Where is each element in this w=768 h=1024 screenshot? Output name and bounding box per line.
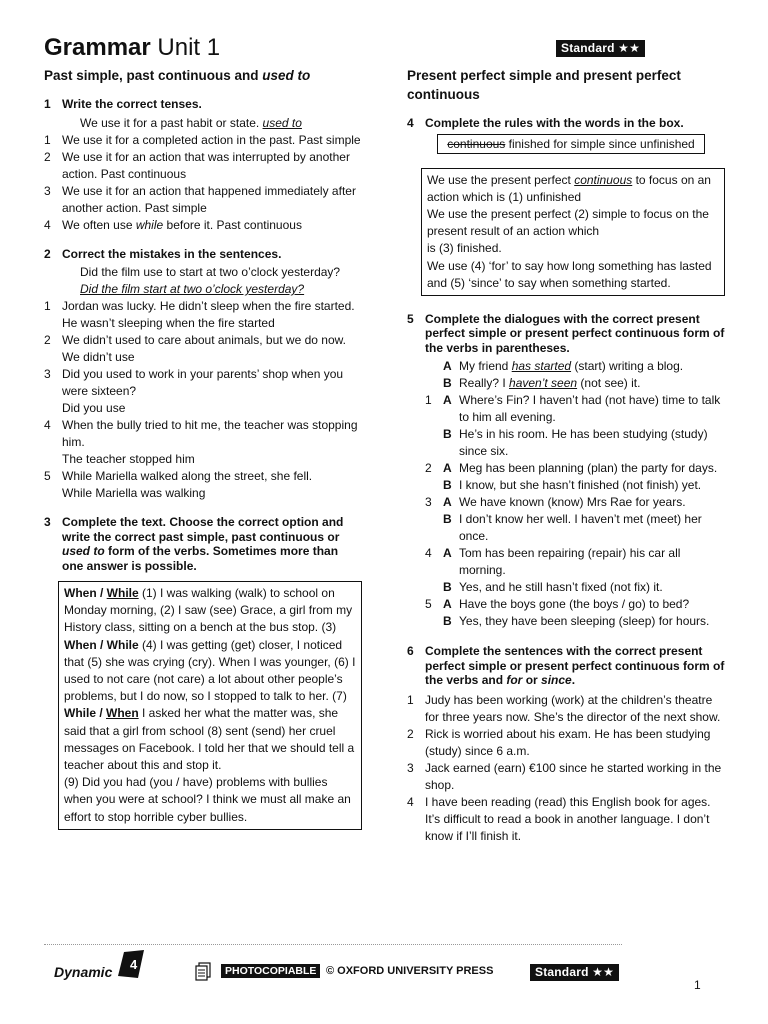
item-number: 1	[407, 692, 414, 707]
right-column	[407, 66, 725, 845]
left-column	[44, 66, 362, 830]
dialogue-item	[407, 511, 725, 545]
exercise-instruction: Complete the text. Choose the correct option and write the correct past simple, past continuous or	[62, 515, 344, 544]
rules-box	[421, 168, 725, 296]
list-item	[389, 760, 725, 794]
dialogue-item	[407, 545, 725, 579]
item-answer: He wasn’t sleeping when the fire started	[62, 316, 275, 330]
word-struck: continuous	[447, 136, 506, 151]
item-number: 1	[44, 132, 51, 147]
rule-text: We use (4) ‘for’ to say how long something has lasted and (5) ‘since’ to say when something started.	[427, 258, 712, 290]
list-item	[26, 417, 362, 468]
exercise-instruction: Write the correct tenses.	[62, 97, 202, 111]
list-item	[26, 132, 362, 149]
dialogue-example-a	[407, 358, 725, 375]
exercise-number: 2	[44, 246, 51, 261]
paragraph-text: (1) I was walking (walk) to school on Monday morning, (2) I saw (see) Grace, a girl from my History class, sitting on a bench at the bus stop. (3)	[64, 586, 353, 635]
line-text: He’s in his room. He has been studying (study) since six.	[459, 427, 708, 459]
exercise-instruction: .	[571, 673, 576, 688]
item-number: 4	[407, 794, 414, 809]
item-question: We didn’t used to care about animals, but we do now.	[62, 333, 346, 347]
rule-part: to focus on an action which is (1) unfinished	[427, 172, 711, 204]
exercise-number: 3	[44, 515, 51, 529]
dialogue-item	[407, 613, 725, 630]
line-text: Yes, they have been sleeping (sleep) for hours.	[459, 614, 710, 629]
rule-answer: continuous	[574, 172, 633, 187]
line-text: Tom has been repairing (repair) his car all morning.	[459, 546, 681, 578]
exercise-number: 5	[407, 311, 414, 326]
speaker-label: B	[443, 478, 452, 493]
dialogue-item	[407, 392, 725, 426]
item-text: I have been reading (read) this English book for ages. It’s difficult to read a book in another language. I don’t know if I’ll finish it.	[425, 794, 711, 843]
speaker-label: A	[443, 359, 452, 374]
exercise-number: 1	[44, 97, 51, 111]
photocopy-icon	[194, 962, 212, 982]
page-number: 1	[694, 978, 701, 992]
item-number: 2	[44, 333, 51, 347]
item-text: before it. Past continuous	[163, 217, 302, 232]
left-section-title	[44, 66, 362, 85]
item-number: 3	[407, 760, 414, 775]
title-rest: Unit 1	[157, 34, 221, 61]
dialogue-example-b	[407, 375, 725, 392]
item-number: 4	[44, 418, 51, 432]
text-paragraph: (9) Did you had (you / have) problems with bullies when you were at school? I think we must all make an effort to stop horrible cyber bullies.	[64, 775, 351, 824]
line-text: Really? I	[459, 376, 510, 391]
footer-level-badge: Standard ★★	[530, 964, 619, 981]
exercise-5-heading	[407, 312, 725, 356]
dialogue-item	[407, 460, 725, 477]
list-item	[26, 183, 362, 217]
text-paragraph	[64, 585, 356, 774]
line-text: (not see) it.	[577, 376, 641, 391]
speaker-label: A	[443, 461, 452, 476]
word-list: finished for simple since unfinished	[505, 136, 695, 151]
exercise-instruction: Complete the sentences with the correct present perfect simple or present perfect continuous form of the verbs and	[425, 644, 725, 688]
option-text: When /	[64, 586, 107, 600]
list-item	[389, 726, 725, 760]
word-box	[437, 134, 705, 154]
speaker-label: A	[443, 546, 452, 561]
speaker-label: A	[443, 393, 452, 408]
exercise-2-example	[44, 264, 362, 298]
exercise-instruction: Correct the mistakes in the sentences.	[62, 246, 282, 261]
item-text: We use it for a completed action in the past. Past simple	[62, 132, 361, 147]
paragraph-text: (4) I was getting (get) closer, I noticed that (5) she was crying (cry). When I was younger, (6) I used to not care (not care) a lot about other people’s problems, but I do now, so I stopped to talk to her. (7)	[64, 637, 356, 704]
dialogue-item	[407, 494, 725, 511]
dynamic-logo	[50, 950, 150, 988]
item-text: Rick is worried about his exam. He has been studying (study) since 6 a.m.	[425, 726, 711, 758]
example-answer: used to	[262, 115, 302, 130]
list-item	[26, 217, 362, 234]
list-item	[26, 332, 362, 366]
speaker-label: B	[443, 512, 452, 527]
right-section-title: Present perfect simple and present perfect continuous	[407, 68, 681, 102]
item-question: When the bully tried to hit me, the teacher was stopping him.	[62, 418, 358, 449]
dialogue-item	[407, 477, 725, 494]
item-text: We often use	[62, 217, 136, 232]
item-text: We use it for an action that happened immediately after another action. Past simple	[62, 183, 356, 215]
item-number: 4	[44, 217, 51, 232]
line-text: I don’t know her well. I haven’t met (meet) her once.	[459, 512, 702, 544]
exercise-number: 6	[407, 644, 414, 659]
item-number: 2	[407, 726, 414, 741]
rule-text: is (3) finished.	[427, 241, 502, 256]
publisher-text: © OXFORD UNIVERSITY PRESS	[326, 965, 494, 977]
list-item	[26, 298, 362, 332]
line-text: I know, but she hasn’t finished (not finish) yet.	[459, 478, 702, 493]
exercise-6-body	[407, 692, 725, 845]
instruction-italic: since	[541, 673, 572, 688]
exercise-1-example	[44, 115, 362, 132]
example-answer: haven’t seen	[509, 376, 578, 391]
line-text: Meg has been planning (plan) the party for days.	[459, 461, 718, 476]
list-item	[389, 692, 725, 726]
speaker-label: B	[443, 580, 452, 595]
exercise-number: 4	[407, 116, 414, 130]
left-title-text: Past simple, past continuous and	[44, 68, 263, 83]
logo-number-icon	[118, 950, 146, 980]
exercise-5-body	[407, 358, 725, 630]
left-title-italic: used to	[262, 68, 311, 83]
speaker-label: A	[443, 495, 452, 510]
speaker-label: B	[443, 376, 452, 391]
item-answer: Did you use	[62, 401, 126, 415]
item-number: 2	[425, 461, 432, 476]
item-text: Judy has been working (work) at the children’s theatre for three years now. She’s the director of the next show.	[425, 692, 721, 724]
item-number: 3	[44, 183, 51, 198]
item-question: Jordan was lucky. He didn’t sleep when the fire started.	[62, 299, 355, 313]
item-number: 4	[425, 546, 432, 561]
list-item	[26, 149, 362, 183]
instruction-italic: for	[506, 673, 523, 688]
exercise-4-heading	[407, 116, 725, 131]
item-number: 1	[44, 299, 51, 313]
line-text: (start) writing a blog.	[571, 359, 684, 374]
exercise-2-body	[44, 264, 362, 502]
exercise-instruction: Complete the rules with the words in the box.	[425, 116, 684, 130]
exercise-3-text-box	[58, 581, 362, 830]
option-selected: While	[106, 586, 139, 600]
option-text: When / While	[64, 637, 139, 652]
option-text: While /	[64, 706, 106, 721]
rule-text: We use the present perfect (2) simple to focus on the present result of an action which	[427, 206, 709, 239]
logo-number: 4	[130, 957, 138, 972]
dialogue-item	[407, 596, 725, 613]
exercise-3-heading	[44, 515, 362, 573]
rule-text	[427, 172, 719, 206]
photocopiable-badge: PHOTOCOPIABLE	[221, 964, 320, 978]
exercise-2-heading	[44, 247, 362, 262]
item-number: 1	[425, 393, 432, 408]
item-answer: We didn’t use	[62, 350, 135, 364]
exercise-instruction: Complete the dialogues with the correct present perfect simple or present perfect continuous form of the verbs in parentheses.	[425, 311, 725, 355]
title-bold: Grammar	[44, 34, 151, 61]
footer-divider	[44, 944, 622, 945]
item-italic: while	[135, 217, 164, 232]
line-text: My friend	[459, 359, 512, 374]
example-question: Did the film use to start at two o’clock yesterday?	[80, 265, 341, 279]
item-answer: The teacher stopped him	[62, 452, 195, 466]
example-answer: Did the film start at two o’clock yesterday?	[80, 282, 305, 296]
exercise-1-heading	[44, 97, 362, 112]
dialogue-item	[407, 426, 725, 460]
item-number: 5	[44, 469, 51, 483]
item-text: We use it for an action that was interrupted by another action. Past continuous	[62, 149, 350, 181]
item-number: 3	[425, 495, 432, 510]
instruction-italic: used to	[62, 544, 105, 558]
exercise-1-body	[44, 115, 362, 234]
level-badge: Standard ★★	[556, 40, 645, 57]
rule-part: We use the present perfect	[427, 172, 575, 187]
line-text: Where’s Fin? I haven’t had (not have) time to talk to him all evening.	[459, 393, 721, 425]
paragraph-text: I asked her what the matter was, she said that a girl from school (8) sent (send) her cruel messages on Facebook. I told her that we should tell a teacher about this and stop it.	[64, 706, 355, 773]
item-question: Did you used to work in your parents’ shop when you were sixteen?	[62, 367, 344, 398]
item-answer: While Mariella was walking	[62, 486, 206, 500]
list-item	[26, 366, 362, 417]
line-text: Have the boys gone (the boys / go) to bed?	[459, 597, 690, 612]
exercise-instruction: form of the verbs. Sometimes more than one answer is possible.	[62, 544, 339, 573]
item-text: Jack earned (earn) €100 since he started working in the shop.	[425, 760, 722, 792]
speaker-label: B	[443, 614, 452, 629]
list-item	[26, 468, 362, 502]
line-text: We have known (know) Mrs Rae for years.	[459, 495, 686, 510]
example-text: We use it for a past habit or state.	[80, 115, 260, 130]
exercise-instruction: or	[522, 673, 542, 688]
list-item	[389, 794, 725, 845]
line-text: Yes, and he still hasn’t fixed (not fix) it.	[459, 580, 663, 595]
speaker-label: A	[443, 597, 452, 612]
page-title	[44, 34, 220, 62]
logo-text: Dynamic	[54, 964, 113, 980]
exercise-6-heading	[407, 644, 725, 688]
option-selected: When	[106, 706, 139, 721]
example-answer: has started	[511, 359, 572, 374]
dialogue-item	[407, 579, 725, 596]
item-number: 5	[425, 597, 432, 612]
item-question: While Mariella walked along the street, she fell.	[62, 469, 313, 483]
item-number: 2	[44, 149, 51, 164]
item-number: 3	[44, 367, 51, 381]
speaker-label: B	[443, 427, 452, 442]
